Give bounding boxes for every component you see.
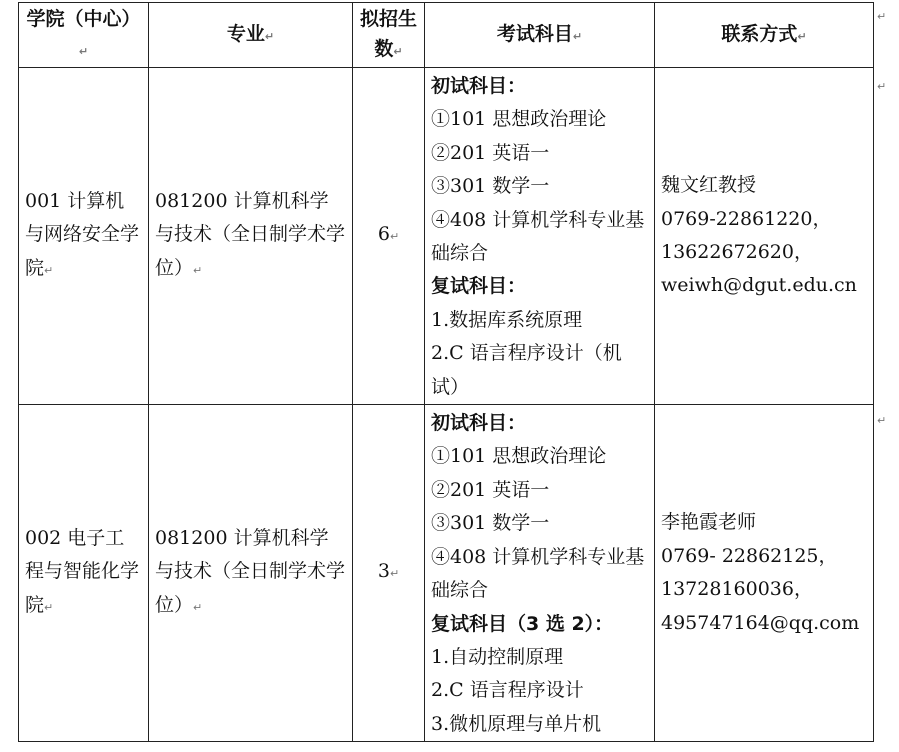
exam-line: ③301 数学一 <box>431 512 550 535</box>
exam-line: ②201 英语一 <box>431 478 550 501</box>
header-major-label: 专业 <box>226 22 265 45</box>
header-quota <box>353 3 425 68</box>
table-row <box>19 405 874 742</box>
contact-mobile: 13622672620， <box>661 241 813 264</box>
corner-return-mark: ↵ <box>877 10 887 23</box>
contact-mobile: 13728160036， <box>661 578 813 601</box>
header-college-label: 学院（中心） <box>26 7 141 30</box>
exam-line: 复试科目： <box>431 275 527 298</box>
exam-line: 3.微机原理与单片机 <box>431 712 602 735</box>
contact-cell <box>655 405 874 742</box>
college-cell <box>19 405 149 742</box>
exam-line: 1.自动控制原理 <box>431 645 564 668</box>
header-contact-label: 联系方式 <box>721 22 798 45</box>
corner-return-mark: ↵ <box>877 414 887 427</box>
exam-line: 初试科目： <box>431 412 527 435</box>
exam-line: ③301 数学一 <box>431 175 550 198</box>
major-cell <box>149 68 353 405</box>
contact-email: weiwh@dgut.edu.cn <box>661 274 857 297</box>
quota-cell <box>353 68 425 405</box>
return-mark: ↵ <box>78 44 89 58</box>
header-subjects <box>425 3 655 68</box>
exam-line: ①101 思想政治理论 <box>431 445 607 468</box>
table-row <box>19 68 874 405</box>
subjects-cell <box>425 405 655 742</box>
return-mark: ↵ <box>389 230 400 244</box>
return-mark: ↵ <box>797 29 807 43</box>
admissions-table <box>18 2 874 742</box>
return-mark: ↵ <box>264 29 275 43</box>
return-mark: ↵ <box>572 29 583 43</box>
exam-line: ②201 英语一 <box>431 141 550 164</box>
header-quota-label: 拟招生数 <box>359 7 417 60</box>
header-row <box>19 3 874 68</box>
exam-line: ①101 思想政治理论 <box>431 108 607 131</box>
exam-line: ④408 计算机学科专业基础综合 <box>431 208 645 265</box>
contact-phone: 0769- 22862125， <box>661 544 838 567</box>
exam-line: ④408 计算机学科专业基础综合 <box>431 545 645 602</box>
exam-line: 复试科目（3 选 2）： <box>431 612 614 635</box>
quota-value: 3 <box>377 560 390 583</box>
major-cell <box>149 405 353 742</box>
contact-person: 魏文红教授 <box>661 174 757 197</box>
exam-line: 2.C 语言程序设计 <box>431 679 584 702</box>
quota-cell <box>353 405 425 742</box>
major-name: 081200 计算机科学与技术（全日制学术学位） <box>155 526 346 616</box>
exam-line: 1.数据库系统原理 <box>431 308 583 331</box>
contact-email: 495747164@qq.com <box>661 611 860 634</box>
exam-line: 2.C 语言程序设计（机试） <box>431 342 622 398</box>
return-mark: ↵ <box>193 600 203 614</box>
header-subjects-label: 考试科目 <box>496 22 573 45</box>
header-college <box>19 3 149 68</box>
contact-phone: 0769-22861220， <box>661 207 832 230</box>
contact-person: 李艳霞老师 <box>661 511 757 534</box>
college-name: 001 计算机与网络安全学院 <box>25 189 140 279</box>
return-mark: ↵ <box>193 263 203 277</box>
college-name: 002 电子工程与智能化学院 <box>25 526 140 616</box>
quota-value: 6 <box>377 223 390 246</box>
header-major <box>149 3 353 68</box>
major-name: 081200 计算机科学与技术（全日制学术学位） <box>155 189 346 279</box>
return-mark: ↵ <box>393 44 403 58</box>
return-mark: ↵ <box>44 263 54 277</box>
exam-line: 初试科目： <box>431 75 527 97</box>
subjects-cell <box>425 68 655 405</box>
return-mark: ↵ <box>389 567 400 581</box>
header-contact <box>655 3 874 68</box>
corner-return-mark: ↵ <box>877 80 887 93</box>
college-cell <box>19 68 149 405</box>
contact-cell <box>655 68 874 405</box>
return-mark: ↵ <box>44 600 54 614</box>
